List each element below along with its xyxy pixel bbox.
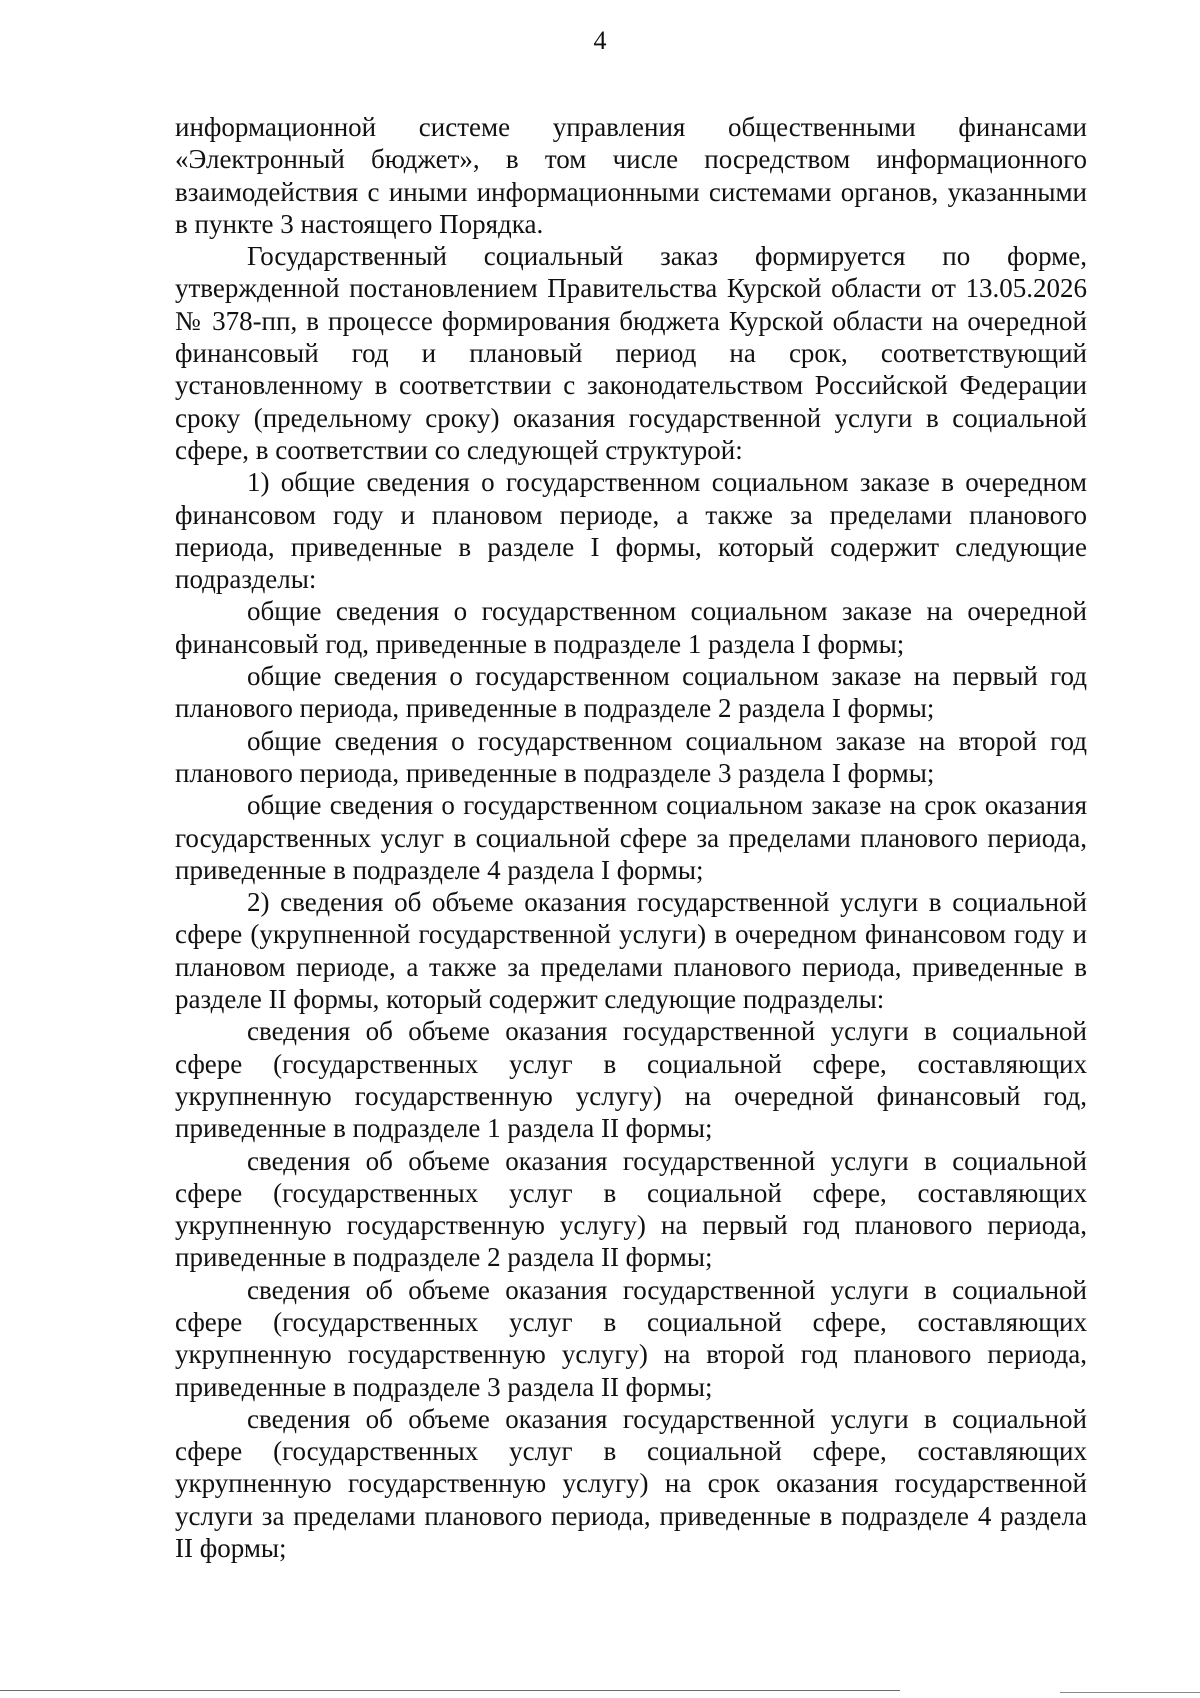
page-number: 4 [593,26,607,55]
subsection-item-2-4: сведения об объеме оказания государственной услуги в социальной сфере (государственных услуг в социальной сфере, составляющих укрупненную государственную услугу) на срок оказания государственной услуги за пределами планового периода, приведенные в подразделе 4 раздела II формы; [175,1403,1087,1564]
subsection-item-2-1: сведения об объеме оказания государственной услуги в социальной сфере (государственных услуг в социальной сфере, составляющих укрупненную государственную услугу) на очередной финансовый год, приведенные в подразделе 1 раздела II формы; [175,1016,1087,1144]
subsection-item-1-4: общие сведения о государственном социальном заказе на срок оказания государственных услуг в социальной сфере за пределами планового периода, приведенные в подразделе 4 раздела I формы; [175,790,1087,885]
scan-edge-line [0,1690,900,1691]
list-item-1-general-info: 1) общие сведения о государственном социальном заказе в очередном финансовом году и плановом периоде, а также за пределами планового периода, приведенные в разделе I формы, который содержит следующие подразделы: [175,467,1087,595]
subsection-item-1-3: общие сведения о государственном социальном заказе на второй год планового периода, приведенные в подразделе 3 раздела I формы; [175,725,1087,788]
paragraph-continuation: информационной системе управления общественными финансами «Электронный бюджет», в том числе посредством информационного взаимодействия с иными информационными системами органов, указанными в пункте 3 настоящего Порядка. [175,112,1087,239]
scan-edge-line-right [1060,1692,1200,1693]
subsection-item-2-2: сведения об объеме оказания государственной услуги в социальной сфере (государственных услуг в социальной сфере, составляющих укрупненную государственную услугу) на первый год планового периода, приведенные в подразделе 2 раздела II формы; [175,1145,1087,1273]
subsection-item-2-3: сведения об объеме оказания государственной услуги в социальной сфере (государственных услуг в социальной сфере, составляющих укрупненную государственную услугу) на второй год планового периода, приведенные в подразделе 3 раздела II формы; [175,1274,1087,1402]
subsection-item-1-1: общие сведения о государственном социальном заказе на очередной финансовый год, приведенные в подразделе 1 раздела I формы; [175,596,1087,659]
subsection-item-1-2: общие сведения о государственном социальном заказе на первый год планового периода, приведенные в подразделе 2 раздела I формы; [175,661,1087,724]
list-item-2-volume-info: 2) сведения об объеме оказания государственной услуги в социальной сфере (укрупненной государственной услуги) в очередном финансовом году и плановом периоде, а также за пределами планового периода, приведенные в разделе II формы, который содержит следующие подразделы: [175,887,1087,1015]
paragraph-social-order-form: Государственный социальный заказ формируется по форме, утвержденной постановлением Правительства Курской области от 13.05.2026 № 378-пп, в процессе формирования бюджета Курской области на очередной финансовый год и плановый период на срок, соответствующий установленному в соответствии с законодательством Российской Федерации сроку (предельному сроку) оказания государственной услуги в социальной сфере, в соответствии со следующей структурой: [175,241,1087,465]
document-body [175,111,1087,1564]
